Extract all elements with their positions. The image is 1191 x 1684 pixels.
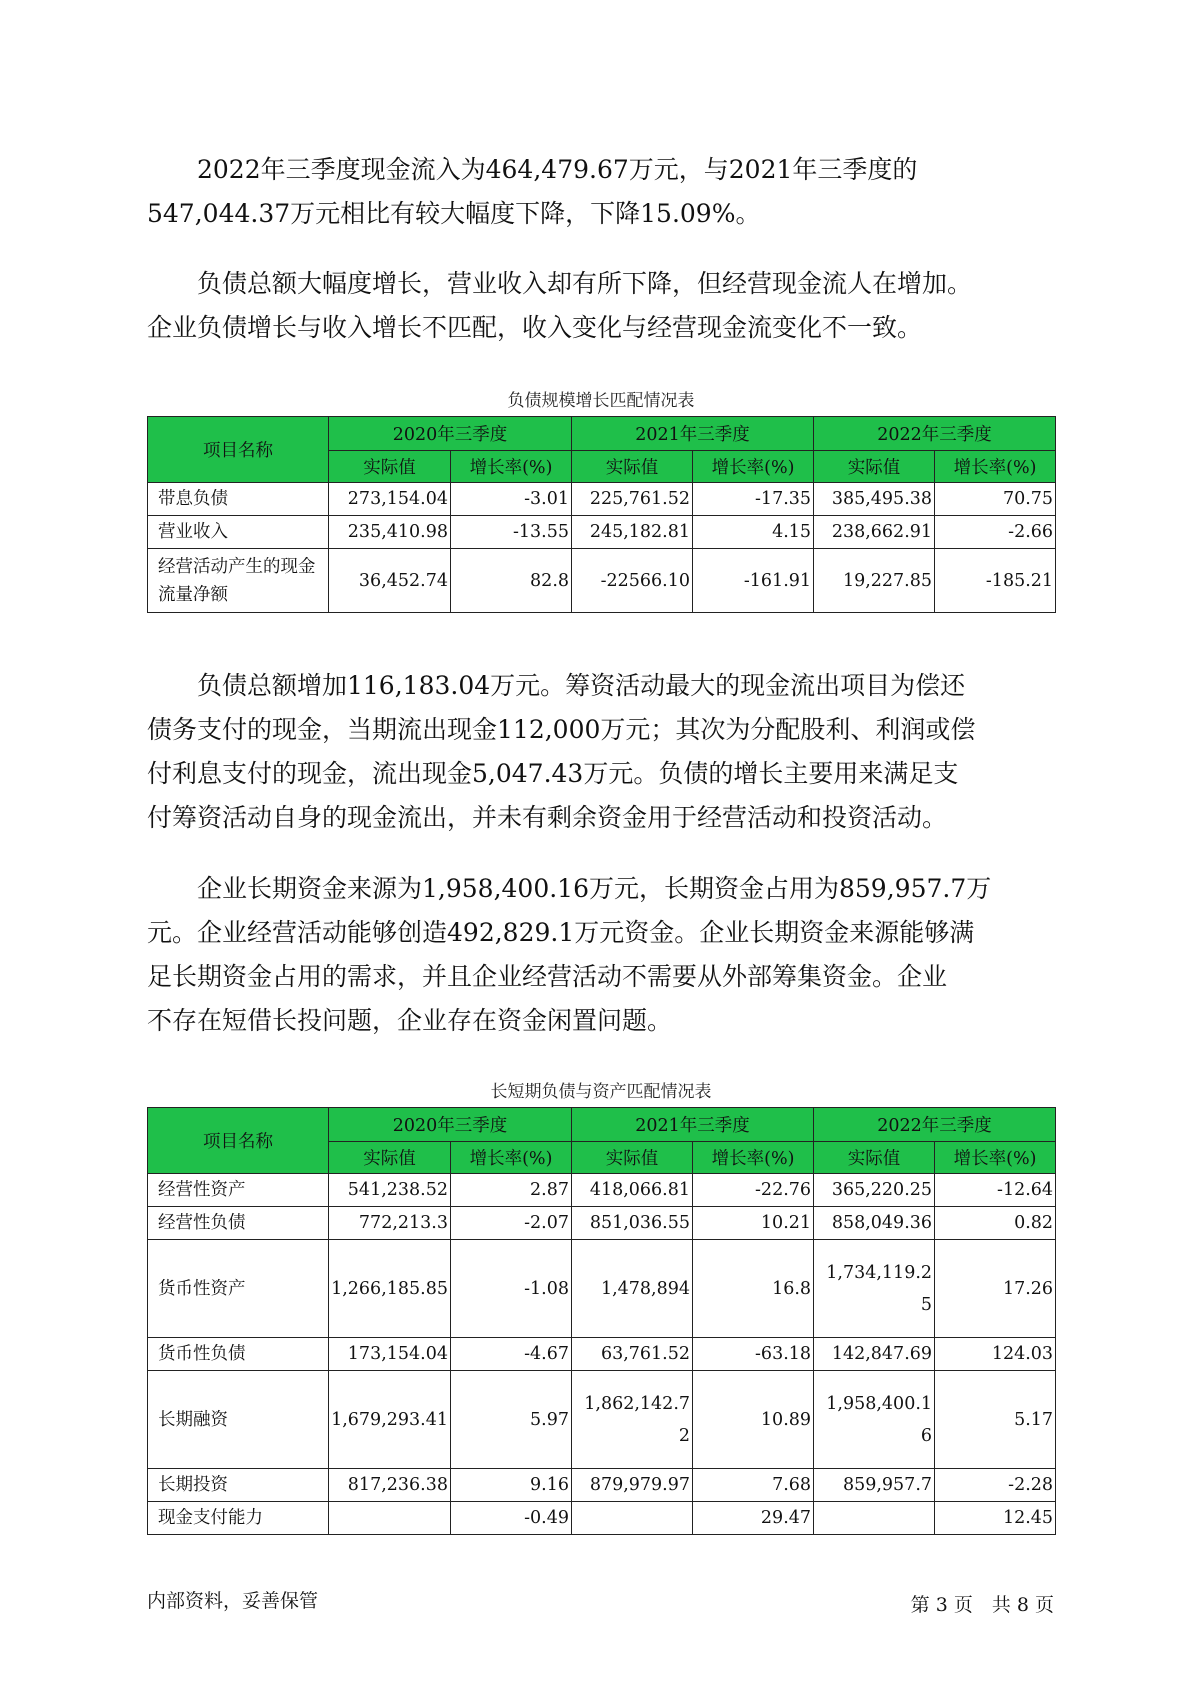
cell: 36,452.74 [329,549,451,613]
table-row [148,1469,1056,1502]
text-line: 债务支付的现金，当期流出现金112,000万元；其次为分配股利、利润或偿 [147,715,976,744]
actual-value-header: 实际值 [572,451,693,483]
cell: 859,957.7 [814,1469,935,1502]
cell: 418,066.81 [572,1174,693,1207]
cell: 10.89 [693,1371,814,1469]
paragraph-4 [147,867,1055,1043]
growth-rate-header: 增长率(%) [935,451,1056,483]
cell: 9.16 [451,1469,572,1502]
period-header: 2022年三季度 [814,417,1056,451]
actual-value-header: 实际值 [329,451,451,483]
cell: 1,958,400.16 [814,1371,935,1469]
cell: -4.67 [451,1338,572,1371]
text-line: 不存在短借长投问题，企业存在资金闲置问题。 [147,1006,673,1035]
row-label: 经营性资产 [148,1174,329,1207]
text-line: 企业长期资金来源为1,958,400.16万元，长期资金占用为859,957.7万 [147,874,992,903]
growth-rate-header: 增长率(%) [451,451,572,483]
paragraph-3 [147,664,1055,840]
cell [329,1502,451,1535]
cell: 16.8 [693,1240,814,1338]
table-caption: 长短期负债与资产匹配情况表 [490,1082,712,1102]
period-header: 2021年三季度 [572,1108,814,1142]
cell: 879,979.97 [572,1469,693,1502]
cell: -185.21 [935,549,1056,613]
table-row [148,1207,1056,1240]
cell: 851,036.55 [572,1207,693,1240]
item-name-header: 项目名称 [148,1108,329,1174]
cell: 63,761.52 [572,1338,693,1371]
cell: -2.66 [935,516,1056,549]
cell: -2.28 [935,1469,1056,1502]
cell: 225,761.52 [572,483,693,516]
growth-rate-header: 增长率(%) [451,1142,572,1174]
table-row [148,549,1056,613]
cell: 7.68 [693,1469,814,1502]
row-label: 长期融资 [148,1371,329,1469]
table-row [148,516,1056,549]
cell: 29.47 [693,1502,814,1535]
cell: -0.49 [451,1502,572,1535]
paragraph-2 [147,262,1055,350]
table-row [148,1338,1056,1371]
growth-rate-header: 增长率(%) [693,1142,814,1174]
actual-value-header: 实际值 [814,451,935,483]
row-label: 货币性资产 [148,1240,329,1338]
cell: 273,154.04 [329,483,451,516]
cell: 124.03 [935,1338,1056,1371]
period-header: 2022年三季度 [814,1108,1056,1142]
cell: -63.18 [693,1338,814,1371]
period-header: 2021年三季度 [572,417,814,451]
row-label: 经营活动产生的现金流量净额 [148,549,329,613]
row-label: 营业收入 [148,516,329,549]
text-line: 负债总额大幅度增长，营业收入却有所下降，但经营现金流人在增加。 [147,269,973,298]
cell: -2.07 [451,1207,572,1240]
cell: 817,236.38 [329,1469,451,1502]
table-row [148,1502,1056,1535]
page-number: 第 3 页 共 8 页 [910,1594,1054,1616]
row-label: 带息负债 [148,483,329,516]
actual-value-header: 实际值 [814,1142,935,1174]
cell: 12.45 [935,1502,1056,1535]
paragraph-1 [147,148,1055,236]
table-row [148,1174,1056,1207]
cell: 4.15 [693,516,814,549]
text-line: 足长期资金占用的需求，并且企业经营活动不需要从外部筹集资金。企业 [147,962,948,991]
cell: 541,238.52 [329,1174,451,1207]
text-line: 2022年三季度现金流入为464,479.67万元，与2021年三季度的 [147,155,918,184]
cell: 1,679,293.41 [329,1371,451,1469]
cell: 1,266,185.85 [329,1240,451,1338]
text-line: 负债总额增加116,183.04万元。筹资活动最大的现金流出项目为偿还 [147,671,966,700]
cell: 142,847.69 [814,1338,935,1371]
cell: 5.97 [451,1371,572,1469]
table-caption: 负债规模增长匹配情况表 [507,391,695,411]
debt-growth-table [147,416,1056,613]
actual-value-header: 实际值 [329,1142,451,1174]
cell: -3.01 [451,483,572,516]
text-line: 企业负债增长与收入增长不匹配，收入变化与经营现金流变化不一致。 [147,313,923,342]
row-label: 货币性负债 [148,1338,329,1371]
period-header: 2020年三季度 [329,1108,572,1142]
item-name-header: 项目名称 [148,417,329,483]
cell: 17.26 [935,1240,1056,1338]
cell: 858,049.36 [814,1207,935,1240]
text-line: 付利息支付的现金，流出现金5,047.43万元。负债的增长主要用来满足支 [147,759,959,788]
cell: -12.64 [935,1174,1056,1207]
cell: 70.75 [935,483,1056,516]
cell: 1,478,894 [572,1240,693,1338]
cell: 365,220.25 [814,1174,935,1207]
text-line: 元。企业经营活动能够创造492,829.1万元资金。企业长期资金来源能够满 [147,918,975,947]
cell: -22.76 [693,1174,814,1207]
cell: 173,154.04 [329,1338,451,1371]
cell: -13.55 [451,516,572,549]
cell [814,1502,935,1535]
period-header: 2020年三季度 [329,417,572,451]
cell: 1,734,119.25 [814,1240,935,1338]
asset-liability-match-table [147,1107,1056,1535]
table-row [148,483,1056,516]
cell: -161.91 [693,549,814,613]
cell: 235,410.98 [329,516,451,549]
cell: 2.87 [451,1174,572,1207]
cell: -22566.10 [572,549,693,613]
cell: 1,862,142.72 [572,1371,693,1469]
row-label: 现金支付能力 [148,1502,329,1535]
text-line: 547,044.37万元相比有较大幅度下降，下降15.09%。 [147,199,761,228]
cell: 245,182.81 [572,516,693,549]
text-line: 付筹资活动自身的现金流出，并未有剩余资金用于经营活动和投资活动。 [147,803,948,832]
actual-value-header: 实际值 [572,1142,693,1174]
growth-rate-header: 增长率(%) [935,1142,1056,1174]
cell [572,1502,693,1535]
cell: -17.35 [693,483,814,516]
cell: 772,213.3 [329,1207,451,1240]
cell: 82.8 [451,549,572,613]
cell: 0.82 [935,1207,1056,1240]
cell: 19,227.85 [814,549,935,613]
confidential-note: 内部资料，妥善保管 [147,1590,319,1612]
table-row [148,1371,1056,1469]
cell: 238,662.91 [814,516,935,549]
table-row [148,1240,1056,1338]
cell: 10.21 [693,1207,814,1240]
cell: -1.08 [451,1240,572,1338]
row-label: 经营性负债 [148,1207,329,1240]
cell: 5.17 [935,1371,1056,1469]
cell: 385,495.38 [814,483,935,516]
growth-rate-header: 增长率(%) [693,451,814,483]
row-label: 长期投资 [148,1469,329,1502]
